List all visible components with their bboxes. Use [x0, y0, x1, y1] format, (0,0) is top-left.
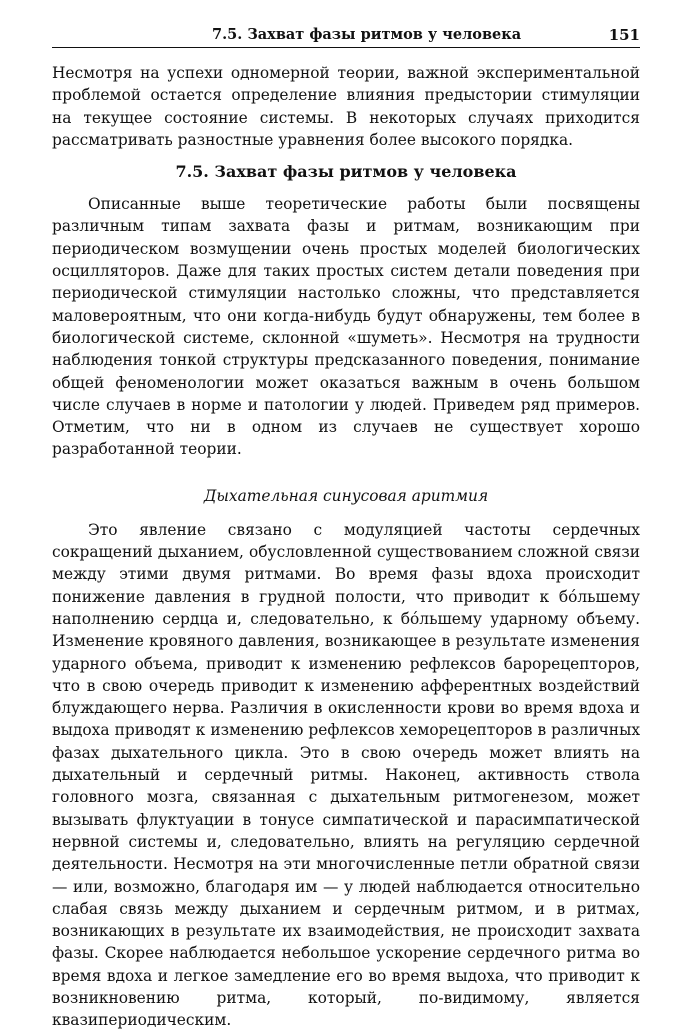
section-heading: 7.5. Захват фазы ритмов у человека: [175, 162, 517, 182]
arrhythmia-paragraph: Это явление связано с модуляцией частоты сердечных сокращений дыханием, обусловленной существованием сложной связи между этими двумя ритмами. Во время фазы вдоха происходит понижение давления в грудной полости, что приводит к бóльшему наполнению сердца и, следовательно, к бóльшему ударному объему. Изменение кровяного давления, возникающее в результате изменения ударного объема, приводит к изменению рефлексов барорецепторов, что в свою очередь приводит к изменению афферентных воздействий блуждающего нерва. Различия в окисленности крови во время вдоха и выдоха приводят к изменению рефлексов хеморецепторов в различных фазах дыхательного цикла. Это в свою очередь может влиять на дыхательный и сердечный ритмы. Наконец, активность ствола головного мозга, связанная с дыхательным ритмогенезом, может вызывать флуктуации в тонусе симпатической и парасимпатической нервной системы и, следовательно, влиять на регуляцию сердечной деятельности. Несмотря на эти многочисленные петли обратной связи — или, возможно, благодаря им — у людей наблюдается относительно слабая связь между дыханием и сердечным ритмом, и в ритмах, возникающих в результате их взаимодействия, не происходит захвата фазы. Скорее наблюдается небольшое ускорение сердечного ритма во время вдоха и легкое замедление его во время выдоха, что приводит к возникновению ритма, который, по-видимому, является квазипериодическим.: [52, 520, 640, 1030]
page-number: 151: [608, 26, 640, 44]
subsection-heading: Дыхательная синусовая аритмия: [203, 486, 489, 505]
running-head-title: 7.5. Захват фазы ритмов у человека: [212, 26, 522, 43]
section-intro-paragraph: Описанные выше теоретические работы были посвящены различным типам захвата фазы и ритмам, возникающим при периодическом возмущении очень простых моделей биологических осцилляторов. Даже для таких простых систем детали поведения при периодической стимуляции настолько сложны, что представляется маловероятным, что они когда-нибудь будут обнаружены, тем более в биологической системе, склонной «шуметь». Несмотря на трудности наблюдения тонкой структуры предсказанного поведения, понимание общей феноменологии может оказаться важным в очень большом числе случаев в норме и патологии у людей. Приведем ряд примеров. Отметим, что ни в одном из случаев не существует хорошо разработанной теории.: [52, 195, 640, 459]
running-head: [52, 26, 640, 48]
intro-paragraph: Несмотря на успехи одномерной теории, важной экспериментальной проблемой остается определение влияния предыстории стимуляции на текущее состояние системы. В некоторых случаях приходится рассматривать разностные уравнения более высокого порядка.: [52, 64, 640, 149]
